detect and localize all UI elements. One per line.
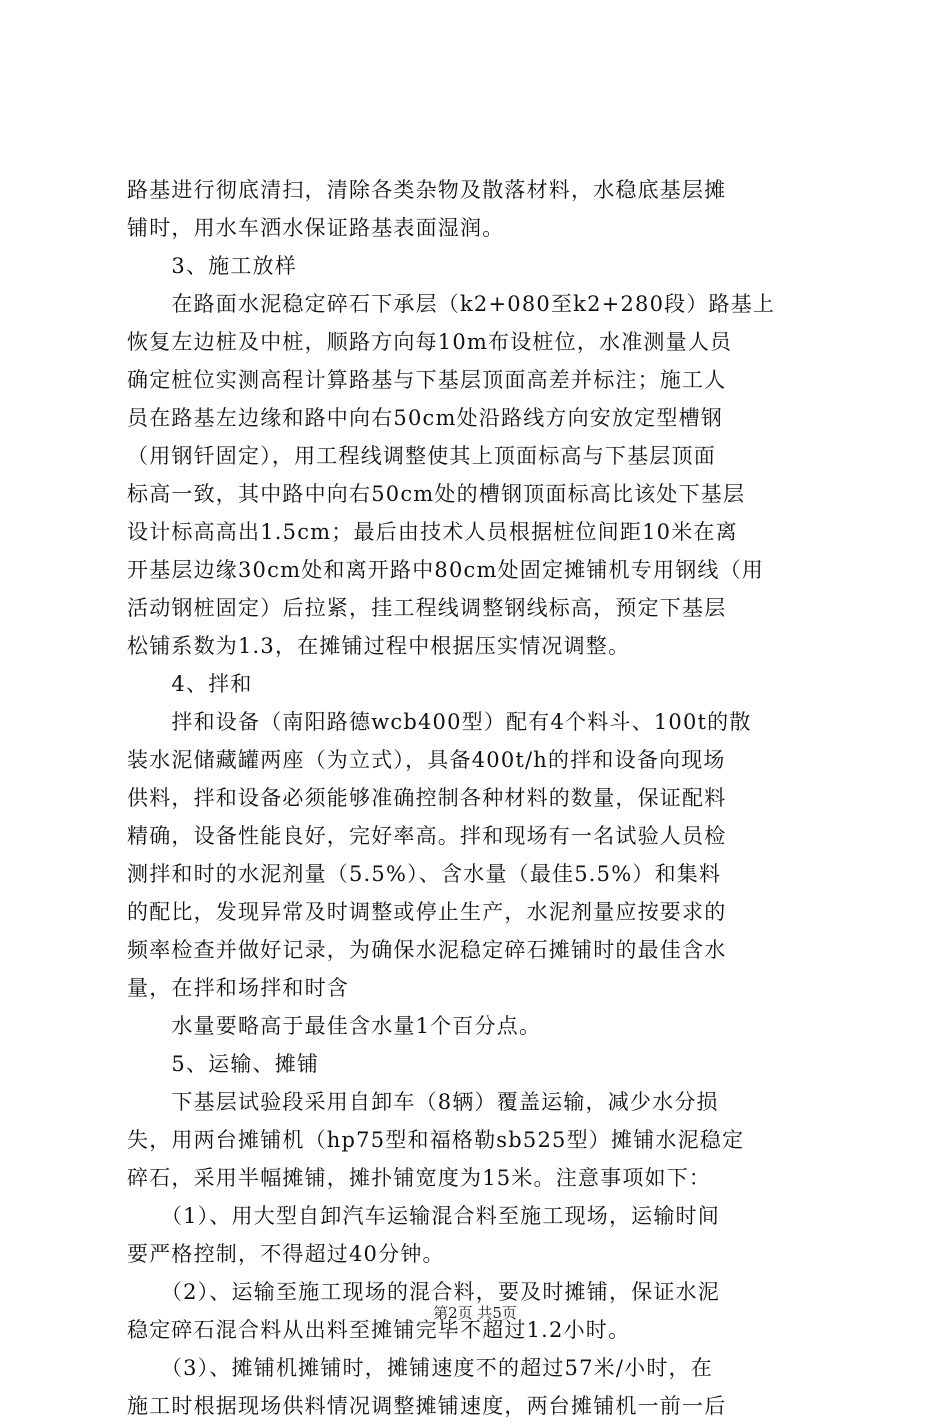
text-line: 在路面水泥稳定碎石下承层（k2+080至k2+280段）路基上 [127,292,776,316]
text-line: 精确，设备性能良好，完好率高。拌和现场有一名试验人员检 [127,824,727,848]
text-line: 测拌和时的水泥剂量（5.5%）、含水量（最佳5.5%）和集料 [127,862,722,886]
text-line: 施工时根据现场供料情况调整摊铺速度，两台摊铺机一前一后 [127,1394,727,1418]
text-line: 标高一致，其中路中向右50cm处的槽钢顶面标高比该处下基层 [127,482,746,506]
text-line: 活动钢桩固定）后拉紧，挂工程线调整钢线标高，预定下基层 [127,596,727,620]
text-line: 路基进行彻底清扫，清除各类杂物及散落材料，水稳底基层摊 [127,178,727,202]
text-line: （3）、摊铺机摊铺时，摊铺速度不的超过57米/小时，在 [127,1356,713,1380]
text-line: 铺时，用水车洒水保证路基表面湿润。 [127,216,505,240]
text-line: （用钢钎固定），用工程线调整使其上顶面标高与下基层顶面 [127,444,716,468]
text-line: （1）、用大型自卸汽车运输混合料至施工现场，运输时间 [127,1204,720,1228]
text-line: （2）、运输至施工现场的混合料，要及时摊铺，保证水泥 [127,1280,720,1304]
text-line: 的配比，发现异常及时调整或停止生产，水泥剂量应按要求的 [127,900,727,924]
text-line: 员在路基左边缘和路中向右50cm处沿路线方向安放定型槽钢 [127,406,723,430]
text-line: 稳定碎石混合料从出料至摊铺完毕不超过1.2小时。 [127,1318,631,1342]
page-number-label: 第2页 共5页 [433,1304,517,1322]
text-line: 量，在拌和场拌和时含 [127,976,349,1000]
text-line: 水量要略高于最佳含水量1个百分点。 [127,1014,542,1038]
text-line: 下基层试验段采用自卸车（8辆）覆盖运输，减少水分损 [127,1090,719,1114]
text-line: 失，用两台摊铺机（hp75型和福格勒sb525型）摊铺水泥稳定 [127,1128,745,1152]
text-line: 碎石，采用半幅摊铺，摊扑铺宽度为15米。注意事项如下： [127,1166,712,1190]
document-body [127,171,831,1425]
page-footer [0,1303,950,1323]
text-line: 松铺系数为1.3，在摊铺过程中根据压实情况调整。 [127,634,631,658]
text-line: 拌和设备（南阳路德wcb400型）配有4个料斗、100t的散 [127,710,752,734]
text-line: 要严格控制，不得超过40分钟。 [127,1242,445,1266]
section-heading: 5、运输、摊铺 [127,1052,320,1076]
text-line: 开基层边缘30cm处和离开路中80cm处固定摊铺机专用钢线（用 [127,558,764,582]
section-heading: 3、施工放样 [127,254,297,278]
text-line: 频率检查并做好记录，为确保水泥稳定碎石摊铺时的最佳含水 [127,938,727,962]
section-heading: 4、拌和 [127,672,253,696]
text-line: 供料，拌和设备必须能够准确控制各种材料的数量，保证配料 [127,786,727,810]
text-line: 设计标高高出1.5cm；最后由技术人员根据桩位间距10米在离 [127,520,738,544]
text-line: 恢复左边桩及中桩，顺路方向每10m布设桩位，水准测量人员 [127,330,733,354]
text-line: 确定桩位实测高程计算路基与下基层顶面高差并标注；施工人 [127,368,727,392]
text-line: 装水泥储藏罐两座（为立式），具备400t/h的拌和设备向现场 [127,748,726,772]
